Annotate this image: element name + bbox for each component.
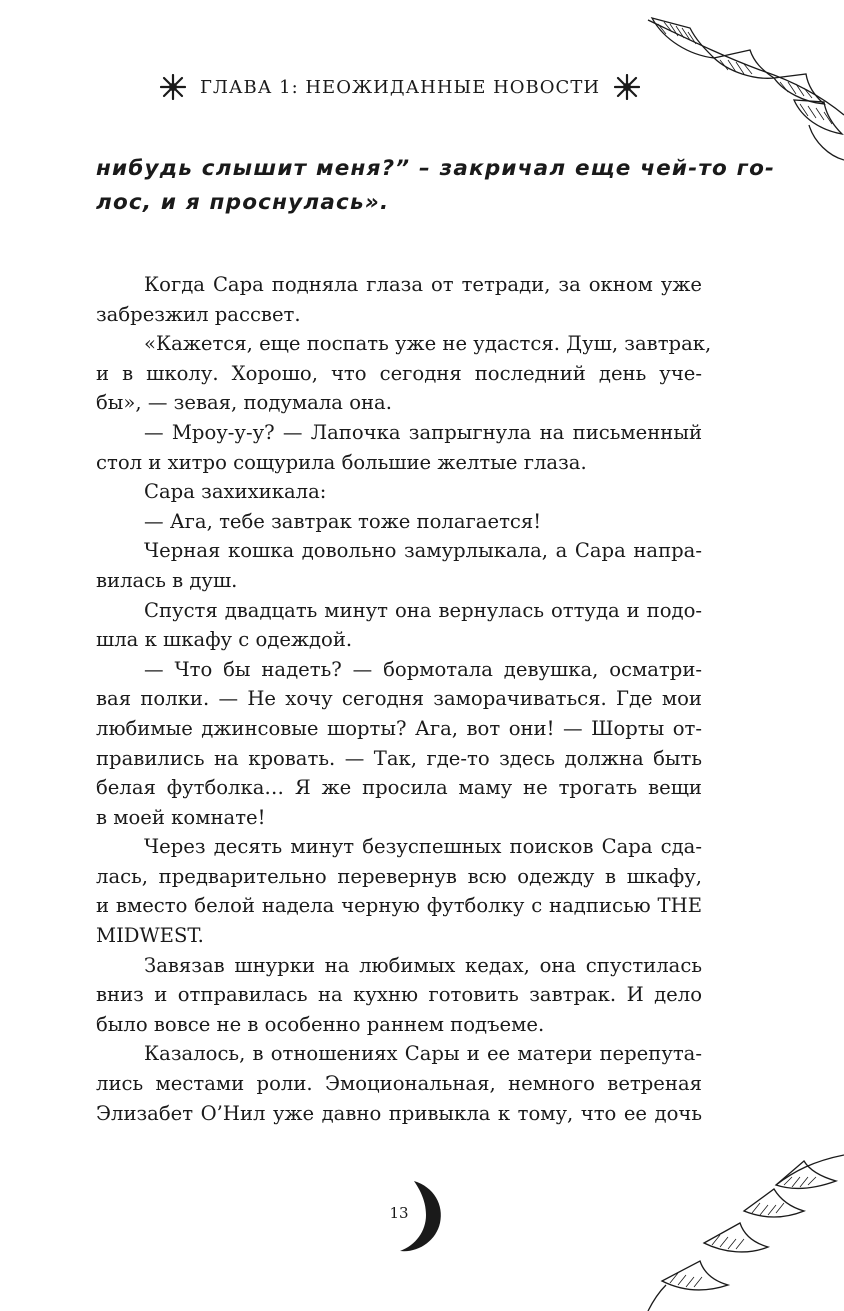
text-line: Когда Сара подняла глаза от тетради, за окном уже bbox=[144, 273, 702, 296]
text-line: — Ага, тебе завтрак тоже полагается! bbox=[144, 509, 542, 533]
text-line: Через десять минут безуспешных поисков Сара сда- bbox=[144, 835, 702, 859]
text-line: и вместо белой надела черную футболку с надписью THE bbox=[96, 894, 702, 918]
text-line: — Что бы надеть? — бормотала девушка, осматри- bbox=[144, 657, 702, 681]
text-line: «Кажется, еще поспать уже не удастся. Душ, завтрак, bbox=[144, 332, 712, 356]
text-line: в моей комнате! bbox=[96, 805, 266, 829]
text-line: любимые джинсовые шорты? Ага, вот они! — Шорты от- bbox=[96, 716, 702, 740]
text-line: было вовсе не в особенно раннем подъеме. bbox=[96, 1012, 545, 1036]
text-line: лись местами роли. Эмоциональная, немного ветреная bbox=[96, 1072, 702, 1096]
text-line: бы», — зевая, подумала она. bbox=[96, 391, 392, 415]
text-line: вилась в душ. bbox=[96, 568, 238, 592]
text-line: и в школу. Хорошо, что сегодня последний день уче- bbox=[96, 361, 702, 385]
handwritten-line: нибудь слышит меня?” – закричал еще чей-то го- bbox=[96, 156, 776, 181]
handwritten-excerpt bbox=[96, 152, 776, 220]
star-burst-icon bbox=[160, 74, 186, 100]
star-burst-icon bbox=[614, 74, 640, 100]
text-line: правились на кровать. — Так, где-то здесь должна быть bbox=[96, 746, 702, 770]
text-line: Завязав шнурки на любимых кедах, она спустилась bbox=[144, 953, 702, 977]
text-line: MIDWEST. bbox=[96, 924, 204, 948]
text-line: Казалось, в отношениях Сары и ее матери перепута- bbox=[144, 1042, 702, 1066]
text-line: лась, предварительно перевернув всю одежду в шкафу, bbox=[96, 864, 702, 888]
chapter-title: ГЛАВА 1: НЕОЖИДАННЫЕ НОВОСТИ bbox=[199, 76, 601, 98]
text-line: белая футболка… Я же просила маму не трогать вещи bbox=[96, 776, 702, 800]
text-line: шла к шкафу с одеждой. bbox=[96, 628, 353, 652]
text-line: Спустя двадцать минут она вернулась оттуда и подо- bbox=[144, 598, 702, 622]
text-line: Элизабет О’Нил уже давно привыкла к тому, что ее дочь bbox=[96, 1101, 702, 1125]
text-line: вая полки. — Не хочу сегодня заморачиваться. Где мои bbox=[96, 687, 702, 711]
text-line: Сара захихикала: bbox=[144, 480, 327, 504]
page-number: 13 bbox=[389, 1204, 409, 1222]
text-line: стол и хитро сощурила большие желтые глаза. bbox=[96, 450, 587, 474]
moon-phases-ornament-icon bbox=[644, 1151, 844, 1311]
text-line: вниз и отправилась на кухню готовить завтрак. И дело bbox=[96, 983, 702, 1007]
text-line: Черная кошка довольно замурлыкала, а Сара напра- bbox=[144, 539, 702, 563]
text-line: забрезжил рассвет. bbox=[96, 302, 301, 326]
handwritten-line: лос, и я проснулась». bbox=[96, 190, 390, 215]
text-line: — Мроу-у-у? — Лапочка запрыгнула на письменный bbox=[144, 420, 702, 444]
running-header bbox=[0, 74, 800, 100]
body-text bbox=[96, 270, 712, 1128]
